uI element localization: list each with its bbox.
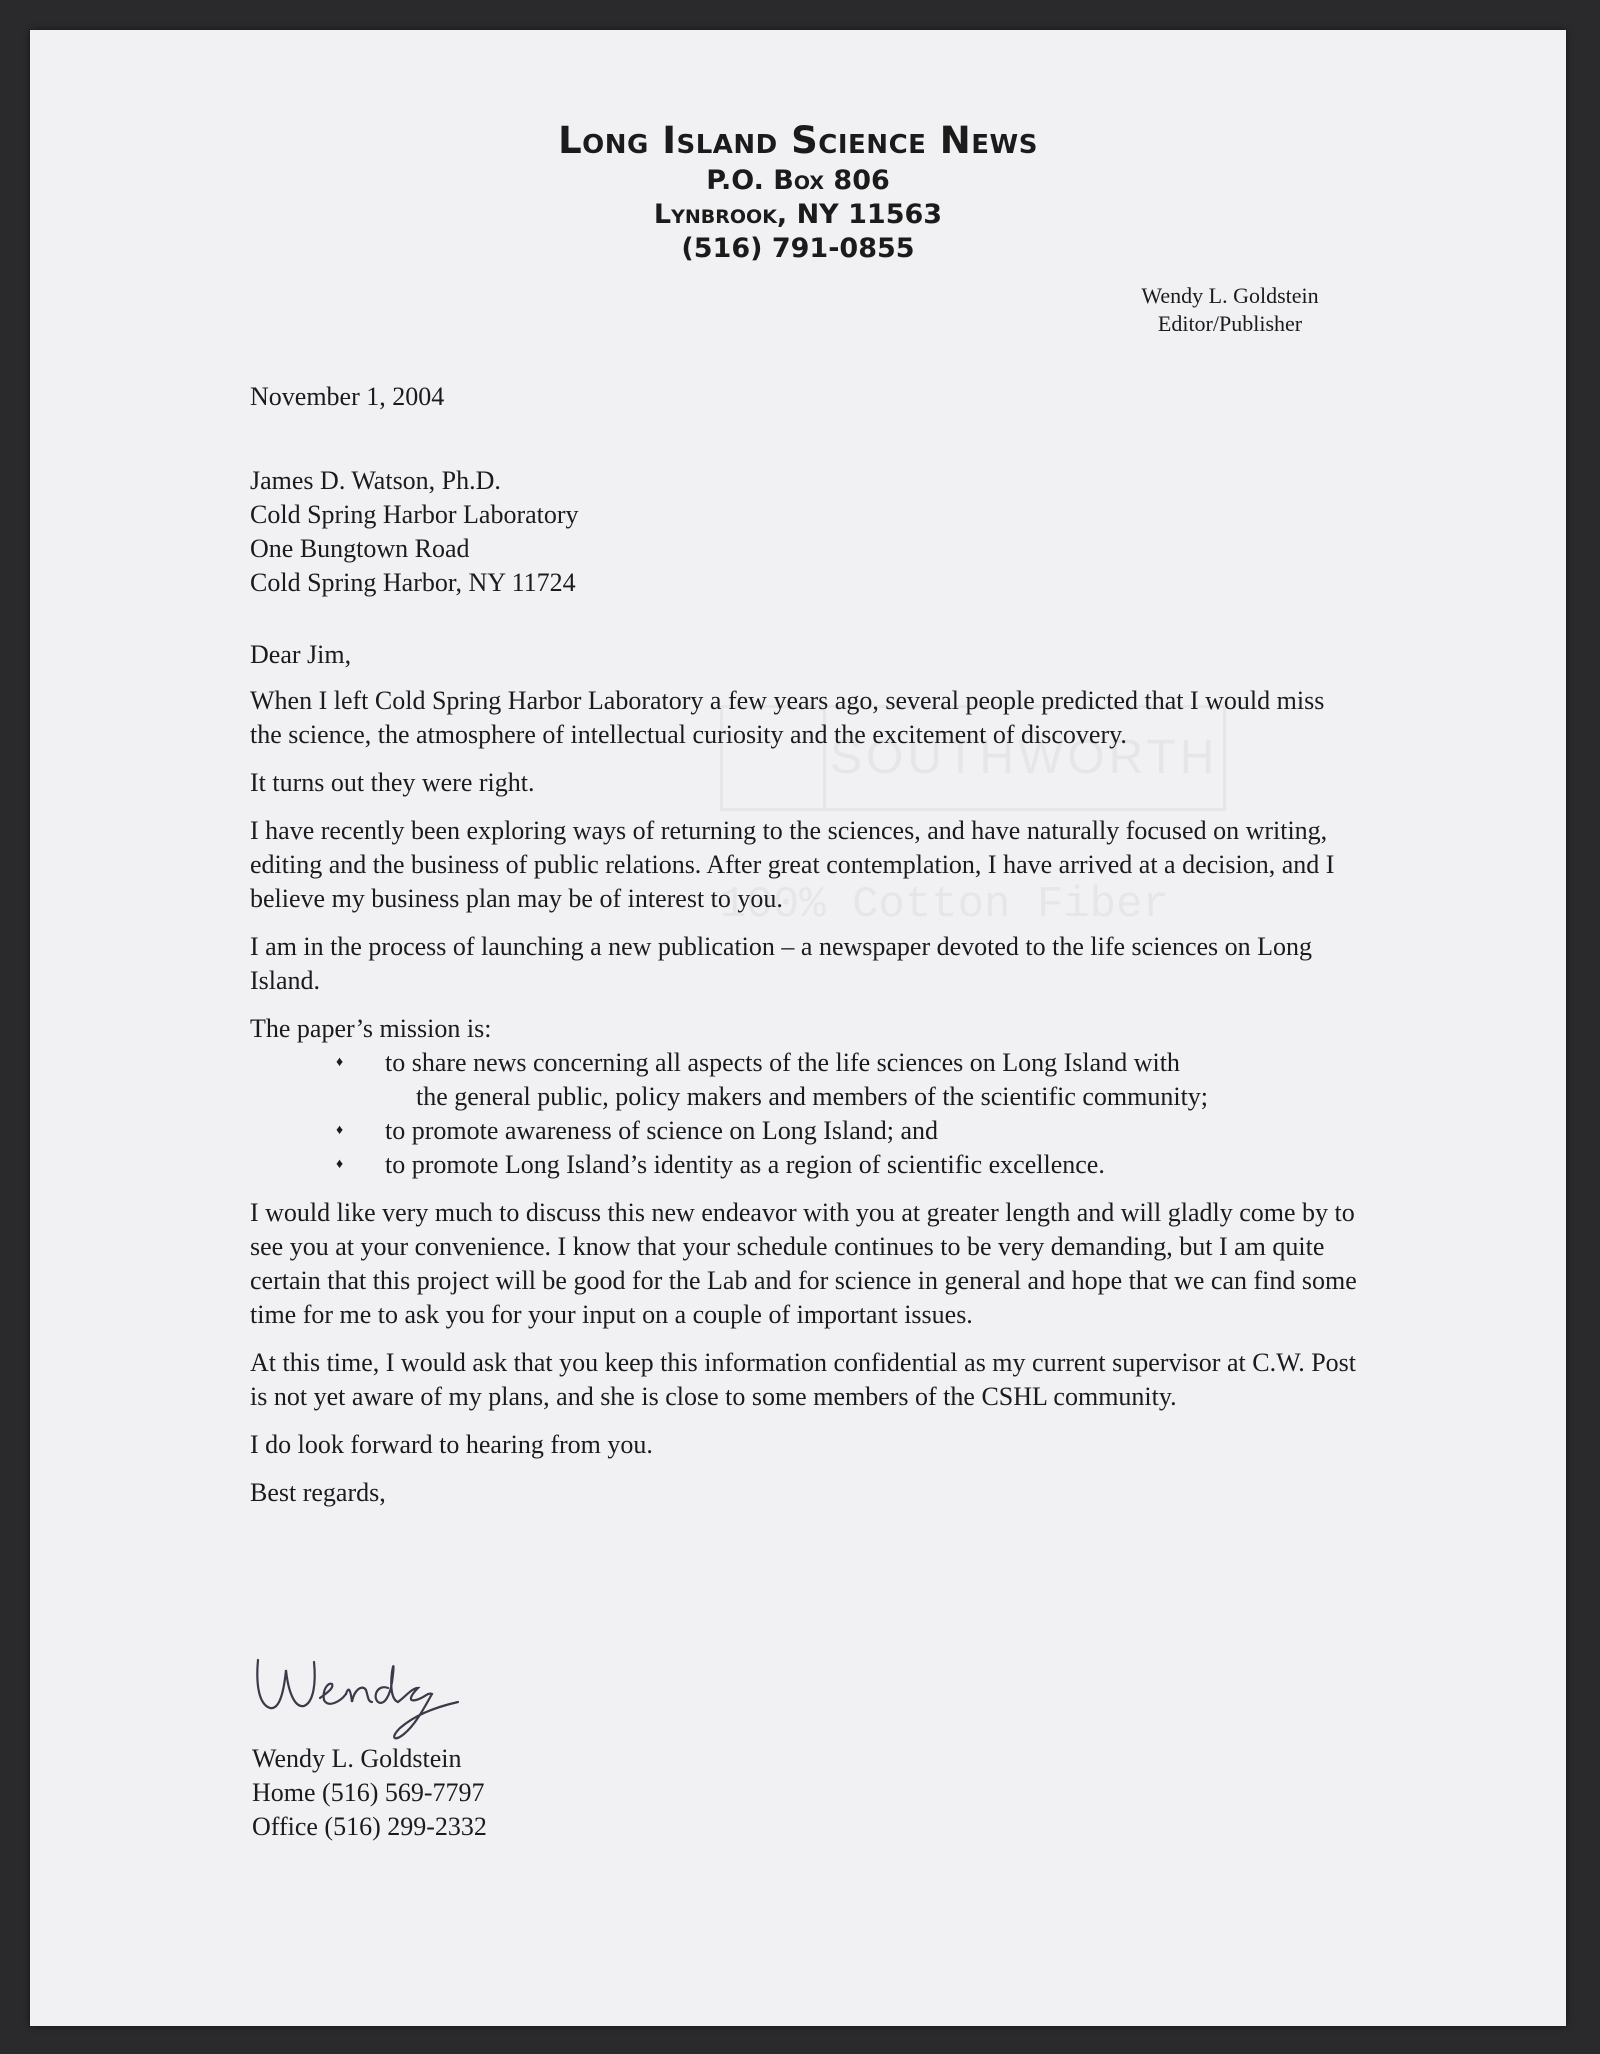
salutation: Dear Jim, — [250, 640, 352, 669]
paragraph: I do look forward to hearing from you. — [250, 1430, 653, 1459]
paragraph: At this time, I would ask that you keep this information confidential as my current supervisor at C.W. Post is not yet aware of my plans, and she is close to some members of the CSHL community. — [250, 1348, 1357, 1411]
sign-off-block — [252, 1742, 487, 1844]
recipient-city: Cold Spring Harbor, NY 11724 — [250, 568, 576, 597]
recipient-street: One Bungtown Road — [250, 534, 470, 563]
paragraph: I have recently been exploring ways of returning to the sciences, and have naturally focused on writing, editing and the business of public relations. After great contemplation, I have arrived at a decision, and I believe my business plan may be of interest to you. — [250, 816, 1335, 913]
paragraph: When I left Cold Spring Harbor Laboratory a few years ago, several people predicted that I would miss the science, the atmosphere of intellectual curiosity and the excitement of discovery. — [250, 686, 1325, 749]
letterhead — [30, 118, 1566, 266]
mission-list — [250, 1046, 1360, 1182]
diamond-bullet-icon: ♦ — [336, 1123, 344, 1138]
city-line: Lynbrook, NY 11563 — [653, 199, 943, 230]
publication-phone: (516) 791-0855 — [681, 233, 915, 264]
paragraph: The paper’s mission is: — [250, 1014, 492, 1043]
po-box: P.O. Box 806 — [706, 165, 890, 196]
list-item: ♦ to promote Long Island’s identity as a region of scientific excellence. — [250, 1148, 1360, 1182]
list-item: ♦ to share news concerning all aspects of the life sciences on Long Island with the general public, policy makers and members of the scientific community; — [336, 1048, 1209, 1111]
closing: Best regards, — [250, 1478, 386, 1507]
diamond-bullet-icon: ♦ — [336, 1157, 344, 1172]
paragraph: I would like very much to discuss this new endeavor with you at greater length and will gladly come by to see you at your convenience. I know that your schedule continues to be very demanding, but I am quite certain that this project will be good for the Lab and for science in general and hope that we can find some time for me to ask you for your input on a couple of important issues. — [250, 1198, 1357, 1329]
publication-name: Long Island Science News — [558, 119, 1038, 162]
editor-title: Editor/Publisher — [1157, 311, 1303, 336]
paragraph: I am in the process of launching a new publication – a newspaper devoted to the life sciences on Long Island. — [250, 932, 1313, 995]
handwritten-signature — [248, 1642, 488, 1752]
editor-block — [1100, 282, 1360, 338]
list-item: ♦ to promote awareness of science on Long Island; and — [250, 1114, 1360, 1148]
watermark-cotton: 100% Cotton Fiber — [720, 880, 1169, 930]
diamond-bullet-icon: ♦ — [336, 1055, 344, 1070]
paragraph: It turns out they were right. — [250, 768, 535, 797]
recipient-address — [250, 464, 1360, 600]
editor-name: Wendy L. Goldstein — [1141, 283, 1319, 308]
letter-page — [30, 30, 1566, 2026]
office-phone: Office (516) 299-2332 — [252, 1812, 487, 1841]
recipient-org: Cold Spring Harbor Laboratory — [250, 500, 579, 529]
letter-date: November 1, 2004 — [250, 382, 445, 411]
sender-name: Wendy L. Goldstein — [252, 1744, 462, 1773]
recipient-name: James D. Watson, Ph.D. — [250, 466, 501, 495]
watermark-brand: SOUTHWORTH — [830, 731, 1219, 784]
home-phone: Home (516) 569-7797 — [252, 1778, 485, 1807]
letter-body — [250, 684, 1360, 1524]
